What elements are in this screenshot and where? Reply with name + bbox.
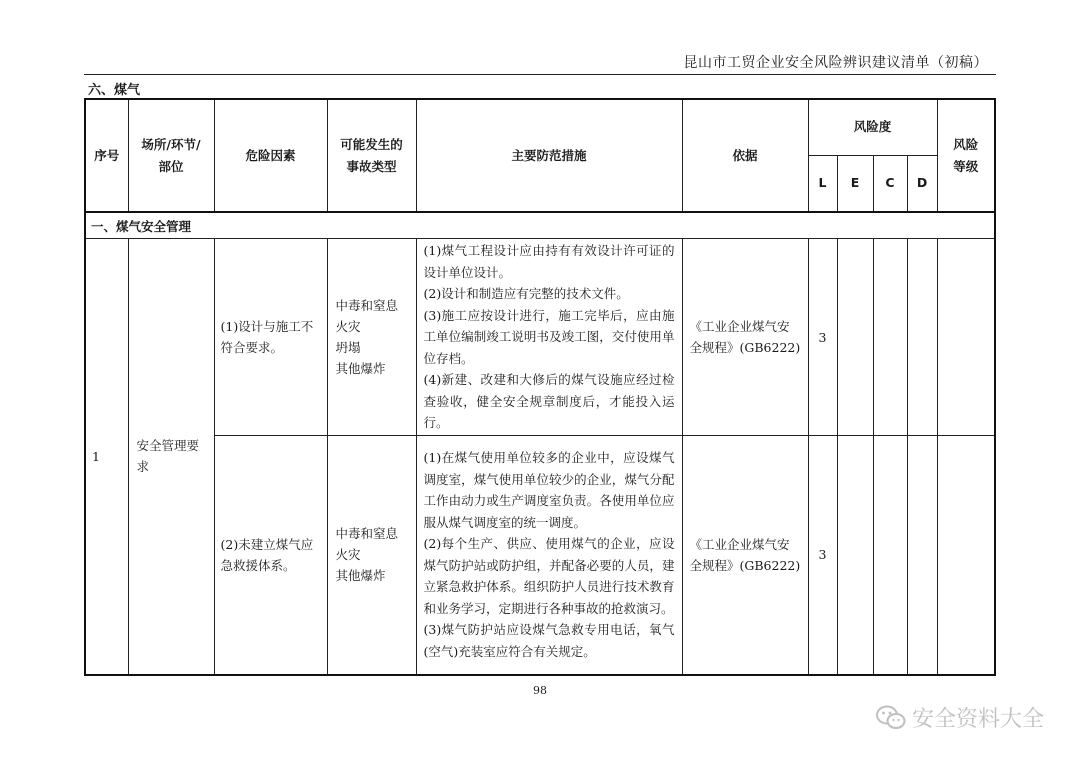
row-L: 3 (808, 436, 837, 675)
row-basis: 《工业企业煤气安全规程》(GB6222) (682, 239, 808, 436)
row-hazard: (2)未建立煤气应急救援体系。 (214, 436, 327, 675)
row-measures (416, 436, 682, 675)
row-number: 1 (85, 239, 128, 675)
header-D: D (907, 155, 937, 212)
row-L: 3 (808, 239, 837, 436)
measure-item: (3)煤气防护站应设煤气急救专用电话，氧气(空气)充装室应符合有关规定。 (423, 622, 675, 659)
accident-type: 其他爆炸 (335, 361, 386, 376)
header-risk-level: 风险等级 (937, 99, 995, 212)
accident-type: 中毒和窒息 (335, 298, 399, 313)
row-D (907, 239, 937, 436)
row-accident (327, 436, 416, 675)
header-L: L (808, 155, 837, 212)
row-E (837, 436, 873, 675)
section-title: 六、煤气 (88, 83, 141, 98)
table-row (85, 436, 995, 675)
table-row (85, 239, 995, 436)
header-basis: 依据 (682, 99, 808, 212)
row-C (873, 436, 907, 675)
row-D (907, 436, 937, 675)
header-E: E (837, 155, 873, 212)
accident-type: 坍塌 (335, 340, 361, 355)
row-C (873, 239, 907, 436)
header-no: 序号 (85, 99, 128, 212)
watermark-text: 安全资料大全 (911, 707, 1044, 732)
page-number: 98 (533, 684, 547, 697)
measure-item: (1)煤气工程设计应由持有有效设计许可证的设计单位设计。 (423, 243, 675, 280)
watermark (876, 702, 1044, 733)
header-C: C (873, 155, 907, 212)
row-basis: 《工业企业煤气安全规程》(GB6222) (682, 436, 808, 675)
row-measures (416, 239, 682, 436)
row-E (837, 239, 873, 436)
risk-table (84, 98, 996, 676)
accident-type: 其他爆炸 (335, 568, 386, 584)
row-risk-level (937, 436, 995, 675)
measure-item: (1)在煤气使用单位较多的企业中，应设煤气调度室，煤气使用单位较少的企业，煤气分配工作由动力或生产调度室负责。各使用单位应服从煤气调度室的统一调度。 (423, 450, 675, 530)
subsection-title: 一、煤气安全管理 (85, 212, 995, 239)
measure-item: (2)每个生产、供应、使用煤气的企业，应设煤气防护站或防护组，并配备必要的人员，建立紧急救护体系。组织防护人员进行技术教育和业务学习，定期进行各种事故的抢救演习。 (423, 536, 675, 616)
header-accident: 可能发生的事故类型 (327, 99, 416, 212)
measure-item: (3)施工应按设计进行，施工完毕后，应由施工单位编制竣工说明书及竣工图，交付使用单位存档。 (423, 307, 675, 366)
row-risk-level (937, 239, 995, 436)
header-place: 场所/环节/部位 (128, 99, 214, 212)
header-risk-degree: 风险度 (808, 99, 937, 155)
header-hazard: 危险因素 (214, 99, 327, 212)
wechat-icon (876, 705, 906, 731)
row-hazard: (1)设计与施工不符合要求。 (214, 239, 327, 436)
row-accident (327, 239, 416, 436)
measure-item: (2)设计和制造应有完整的技术文件。 (423, 286, 629, 302)
measure-item: (4)新建、改建和大修后的煤气设施应经过检查验收，健全安全规章制度后，才能投入运行。 (423, 372, 675, 431)
document-header-title: 昆山市工贸企业安全风险辨识建议清单（初稿） (683, 55, 988, 71)
accident-type: 中毒和窒息 (335, 526, 399, 542)
accident-type: 火灾 (335, 319, 361, 334)
table-header-row (85, 99, 995, 155)
header-measures: 主要防范措施 (416, 99, 682, 212)
header-rule (84, 74, 996, 75)
accident-type: 火灾 (335, 547, 361, 563)
subsection-row (85, 212, 995, 239)
row-place: 安全管理要求 (128, 239, 214, 675)
